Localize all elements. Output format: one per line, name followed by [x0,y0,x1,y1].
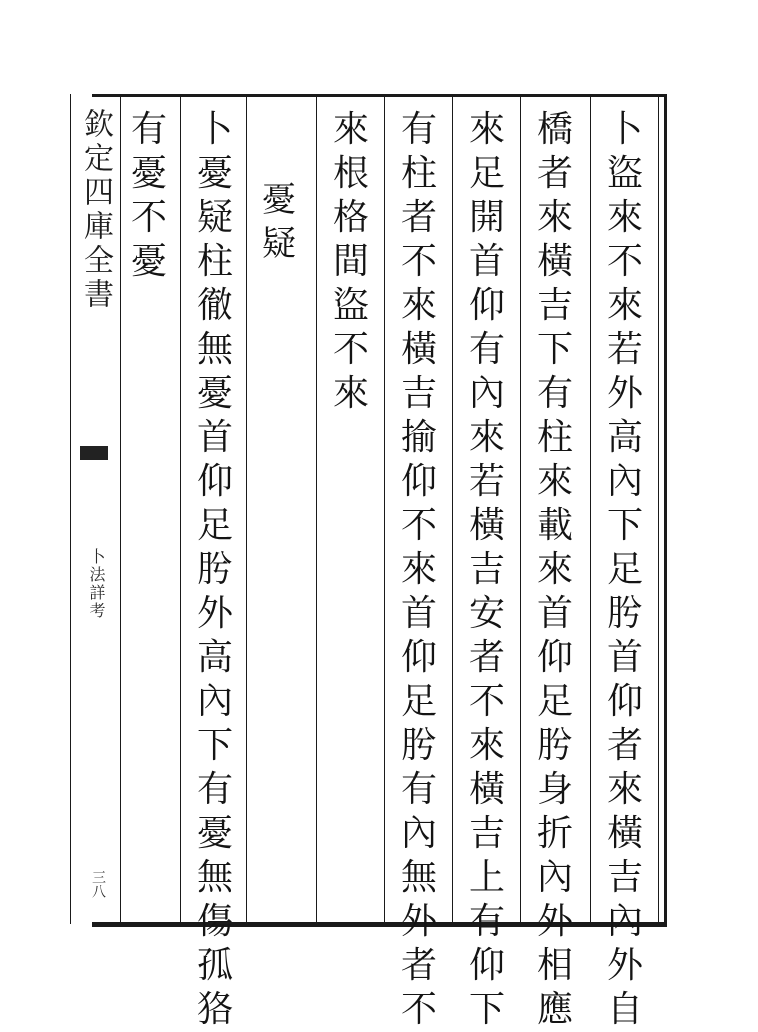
text-char: 內 [468,373,505,414]
text-char: 卜 [606,109,643,150]
text-char: 吉 [536,285,573,326]
text-char: 憂 [196,373,233,414]
text-column-7 [186,108,244,1030]
text-char: 來 [606,285,643,326]
text-char: 肹 [536,725,573,766]
text-char: 憂 [196,813,233,854]
text-char: 肹 [400,725,437,766]
text-char: 者 [606,725,643,766]
text-column-4 [390,108,448,1030]
text-char: 足 [400,681,437,722]
text-char: 憂 [196,153,233,194]
text-char: 來 [468,109,505,150]
text-char: 橫 [468,769,505,810]
text-char: 首 [468,241,505,282]
text-char: 自 [606,989,643,1030]
text-char: 橫 [606,813,643,854]
text-char: 有 [130,109,167,150]
section-title: 卜法詳考 [87,548,106,620]
text-char: 橫 [468,505,505,546]
text-char: 來 [536,197,573,238]
text-char: 外 [536,901,573,942]
text-char: 不 [400,989,437,1030]
text-char: 下 [606,505,643,546]
column-divider [180,96,181,922]
text-char: 傷 [196,901,233,942]
text-char: 憂 [130,153,167,194]
text-char: 不 [468,681,505,722]
text-char: 疑 [196,197,233,238]
text-char: 無 [196,329,233,370]
text-char: 有 [196,769,233,810]
text-char: 肹 [606,593,643,634]
column-divider [246,96,247,922]
text-char: 外 [196,593,233,634]
frame-right-rule-inner [658,96,659,924]
text-char: 卜 [196,109,233,150]
text-char: 不 [400,505,437,546]
text-char: 仰 [400,637,437,678]
text-char: 來 [400,285,437,326]
text-char: 若 [606,329,643,370]
text-char: 下 [196,725,233,766]
text-char: 來 [606,769,643,810]
text-char: 來 [536,461,573,502]
text-char: 安 [468,593,505,634]
column-divider [316,96,317,922]
text-char: 者 [536,153,573,194]
text-char: 者 [400,197,437,238]
text-char: 若 [468,461,505,502]
text-char: 內 [606,901,643,942]
page-number: 三八 [90,870,106,898]
text-char: 首 [536,593,573,634]
text-char: 外 [606,373,643,414]
text-char: 不 [332,329,369,370]
frame-right-rule-outer [664,94,667,927]
text-char: 來 [536,549,573,590]
text-char: 柱 [400,153,437,194]
text-char: 徹 [196,285,233,326]
text-char: 吉 [468,813,505,854]
text-char: 應 [536,989,573,1030]
text-char: 橫 [536,241,573,282]
text-char: 吉 [468,549,505,590]
text-char: 不 [606,241,643,282]
text-char: 下 [536,329,573,370]
text-char: 內 [606,461,643,502]
text-char: 開 [468,197,505,238]
text-char: 來 [468,725,505,766]
text-char: 橋 [536,109,573,150]
text-char: 橫 [400,329,437,370]
text-char: 高 [606,417,643,458]
text-column-2 [526,108,584,1030]
text-char: 孤 [196,945,233,986]
text-char: 仰 [468,285,505,326]
text-char: 折 [536,813,573,854]
text-char: 內 [536,857,573,898]
text-char: 無 [400,857,437,898]
text-char: 吉 [606,857,643,898]
text-char: 仰 [468,945,505,986]
text-char: 者 [468,637,505,678]
text-char: 根 [332,153,369,194]
text-char: 有 [400,109,437,150]
heading-char: 憂 [262,180,296,220]
text-char: 有 [400,769,437,810]
text-char: 內 [196,681,233,722]
text-column-5 [322,108,380,918]
column-divider [384,96,385,922]
text-char: 仰 [606,681,643,722]
column-divider [520,96,521,922]
text-char: 有 [468,901,505,942]
column-divider [452,96,453,922]
text-char: 身 [536,769,573,810]
text-char: 揄 [400,417,437,458]
text-char: 足 [536,681,573,722]
text-char: 載 [536,505,573,546]
text-char: 間 [332,241,369,282]
text-char: 盜 [332,285,369,326]
column-divider [590,96,591,922]
text-column-3 [458,108,516,1030]
text-char: 仰 [400,461,437,502]
text-char: 首 [196,417,233,458]
margin-left-rule [70,94,71,924]
text-char: 足 [196,505,233,546]
text-char: 首 [606,637,643,678]
text-char: 上 [468,857,505,898]
text-char: 者 [400,945,437,986]
text-char: 下 [468,989,505,1030]
text-char: 憂 [130,241,167,282]
text-char: 盜 [606,153,643,194]
text-char: 相 [536,945,573,986]
book-title: 欽定四庫全書 [78,108,113,312]
text-char: 仰 [536,637,573,678]
text-char: 足 [606,549,643,590]
section-heading-column [250,178,308,988]
text-char: 首 [400,593,437,634]
text-char: 狢 [196,989,233,1030]
text-char: 足 [468,153,505,194]
text-char: 內 [400,813,437,854]
text-char: 柱 [196,241,233,282]
text-char: 吉 [400,373,437,414]
text-char: 外 [606,945,643,986]
frame-top-rule [92,94,666,97]
text-char: 來 [606,197,643,238]
text-char: 不 [400,241,437,282]
text-char: 仰 [196,461,233,502]
text-char: 有 [468,329,505,370]
text-char: 來 [400,549,437,590]
margin-strip [74,108,114,928]
text-char: 外 [400,901,437,942]
text-column-1 [596,108,654,1030]
margin-fishtail-mark [80,446,108,460]
heading-char: 疑 [262,224,296,264]
text-char: 格 [332,197,369,238]
text-char: 不 [130,197,167,238]
text-char: 無 [196,857,233,898]
text-char: 來 [332,373,369,414]
text-char: 高 [196,637,233,678]
text-char: 有 [536,373,573,414]
text-char: 肹 [196,549,233,590]
text-char: 來 [468,417,505,458]
text-column-8 [120,108,178,918]
text-char: 來 [332,109,369,150]
text-char: 柱 [536,417,573,458]
